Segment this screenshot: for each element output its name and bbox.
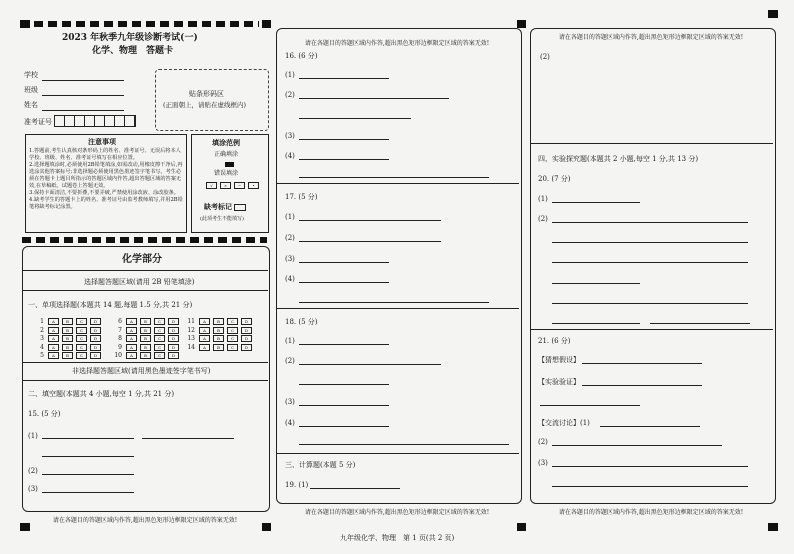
q20-answer-line[interactable] [552,262,748,263]
q17-answer-line[interactable] [299,241,441,242]
mc-option-bubble[interactable]: A [199,344,210,351]
correct-fill-label: 正确填涂 [214,151,239,158]
class-field[interactable] [42,95,124,96]
q16-label: (3) [285,132,295,140]
mc-option-bubble[interactable]: B [62,335,73,342]
mc-option-bubble[interactable]: A [126,318,137,325]
mc-header: 选择题答题区域(请用 2B 铅笔填涂) [84,278,195,286]
divider [277,183,519,184]
mc-question-number: 5 [40,352,44,359]
mc-question-row [185,335,255,342]
mc-option-bubble[interactable]: C [154,318,165,325]
wrong-fill-samples: √ × ─ • [206,182,262,189]
divider [23,380,268,381]
mc-option-bubble[interactable]: A [48,318,59,325]
divider [277,453,519,454]
q21-label: 【实验验证】 [538,378,580,386]
mc-option-bubble[interactable]: A [48,327,59,334]
mc-option-bubble[interactable]: B [140,352,151,359]
mc-option-bubble[interactable]: B [140,327,151,334]
wrong-fill-label: 错误填涂 [214,170,239,177]
q17-label: (4) [285,275,295,283]
mc-option-bubble[interactable]: C [76,335,87,342]
mc-option-bubble[interactable]: A [126,335,137,342]
absent-mark-box[interactable] [234,204,246,211]
q15-label: (3) [28,485,38,493]
q18-title: 18. (5 分) [285,318,318,326]
mc-option-bubble[interactable]: C [154,352,165,359]
mc-option-bubble[interactable]: C [76,344,87,351]
notice-item: 2.选择题填涂时,必须使用2B铅笔填涂,如需改动,用橡皮擦干净后,再选涂其他答案标号;非选择题必须使用黑色墨迹签字笔书写。考生必须在答题卡上题目所指示的答题区域内作答,超出答题区域的答案无效,在草稿纸、试题卷上答题无效。 [29,162,183,190]
mc-question-number: 13 [187,335,195,342]
mc-option-bubble[interactable]: C [76,318,87,325]
timing-mark [517,20,526,28]
q17-answer-line[interactable] [299,220,441,221]
mc-option-bubble[interactable]: A [126,327,137,334]
q15-answer-line[interactable] [42,438,134,439]
mc-question-row [34,318,104,325]
q21-answer-line[interactable] [540,405,640,406]
timing-mark [262,523,271,531]
field-label-exam-number: 准考证号 [24,118,52,126]
mc-option-bubble[interactable]: C [76,352,87,359]
mc-question-row [112,327,182,334]
q18-label: (2) [285,357,295,365]
q15-title: 15. (5 分) [28,410,61,418]
q17-label: (3) [285,255,295,263]
mc-option-bubble[interactable]: C [227,327,238,334]
q16-answer-line[interactable] [299,159,389,160]
mc-option-bubble[interactable]: B [213,344,224,351]
mc-option-bubble[interactable]: D [241,327,252,334]
mc-option-bubble[interactable]: A [126,344,137,351]
q21-answer-line[interactable] [552,486,748,487]
q21-answer-line[interactable] [582,363,702,364]
right-panel [530,28,776,504]
q16-label: (1) [285,71,295,79]
q19-answer-line[interactable] [310,488,400,489]
mc-option-bubble[interactable]: A [48,352,59,359]
q16-answer-line[interactable] [299,139,389,140]
page-footer: 九年级化学、物理 第 1 页(共 2 页) [340,534,455,542]
mc-question-number: 4 [40,343,44,351]
q21-answer-line[interactable] [552,466,748,467]
part3-title: 三、计算题(本题 5 分) [285,461,356,469]
notice-item: 1.答题前,考生认真核对条形码上的姓名、准考证号、无误后将本人学校、班级、姓名、准考证号填写在相应位置。 [29,148,181,162]
q21-answer-line[interactable] [552,445,722,446]
q20-answer-line[interactable] [552,222,748,223]
part1-title: 一、单项选择题(本题共 14 题,每题 1.5 分,共 21 分) [28,301,193,309]
dash-band-mid [22,237,267,243]
mc-option-bubble[interactable]: D [168,352,179,359]
q18-answer-line[interactable] [299,444,509,445]
q16-label: (2) [285,91,295,99]
mc-option-bubble[interactable]: A [48,335,59,342]
divider [23,362,268,363]
q15-label: (1) [28,432,38,440]
q20-answer-line[interactable] [552,242,748,243]
q18-answer-line[interactable] [299,384,389,385]
timing-mark [20,20,30,28]
part4-title: 四、实验探究题(本题共 2 小题,每空 1 分,共 13 分) [538,155,699,163]
q17-answer-line[interactable] [299,262,389,263]
mc-question-number: 14 [187,343,195,351]
mc-option-bubble[interactable]: B [140,344,151,351]
chem-section-title: 化学部分 [122,254,162,265]
mc-option-bubble[interactable]: D [241,318,252,325]
mc-option-bubble[interactable]: D [168,327,179,334]
q16-answer-line[interactable] [299,78,389,79]
mc-question-number: 3 [40,335,44,342]
timing-mark [768,523,778,531]
q21-title: 21. (6 分) [538,337,571,345]
warning-text: 请在各题目的答题区域内作答,超出黑色矩形边框限定区域的答案无效! [52,517,238,524]
divider [531,329,773,330]
mc-option-bubble[interactable]: C [227,318,238,325]
divider [531,143,773,144]
mc-option-bubble[interactable]: A [199,318,210,325]
q18-answer-line[interactable] [299,364,441,365]
mc-option-bubble[interactable]: C [154,335,165,342]
field-label-name: 姓名 [24,101,38,109]
mc-question-row [34,327,104,334]
mc-question-row [112,352,182,359]
exam-title: 2023 年秋季九年级诊断考试(一) [62,33,198,43]
q19-title: 19. (1) [285,481,309,489]
q21-label: 【交流讨论】(1) [538,419,590,427]
warning-text: 请在各题目的答题区域内作答,超出黑色矩形边框限定区域的答案无效! [558,509,744,516]
dash-band-top [34,21,259,27]
q17-label: (2) [285,234,295,242]
mc-option-bubble[interactable]: B [62,318,73,325]
nonmc-header: 非选择题答题区域(请用黑色墨迹签字笔书写) [72,367,211,375]
q20-label: (2) [538,215,548,223]
mc-question-number: 11 [187,318,195,325]
q16-label: (4) [285,152,295,160]
fill-example-title: 填涂范例 [212,138,240,147]
q15-answer-line[interactable] [42,474,134,475]
mc-option-bubble[interactable]: B [213,327,224,334]
field-label-school: 学校 [24,71,38,79]
mc-question-number: 12 [187,326,195,334]
notice-item: 3.保持卡面清洁,不要折叠,不要弄破,严禁使用涂改液、涂改胶条。 [29,190,179,197]
notice-text [29,148,183,211]
mc-option-bubble[interactable]: C [227,344,238,351]
q18-label: (1) [285,337,295,345]
q16-answer-line[interactable] [299,98,449,99]
q20-title: 20. (7 分) [538,175,571,183]
q21-answer-line[interactable] [600,426,700,427]
timing-mark [517,523,526,531]
q17-label: (1) [285,213,295,221]
q20-answer-line[interactable] [650,323,750,324]
mc-question-number: 2 [40,326,44,334]
q20-answer-line[interactable] [552,283,640,284]
mc-option-bubble[interactable]: A [126,352,137,359]
barcode-area [155,69,269,131]
q19-part2-label: (2) [540,53,550,61]
q18-label: (3) [285,398,295,406]
q16-title: 16. (6 分) [285,52,318,60]
mc-option-bubble[interactable]: D [168,318,179,325]
mc-option-bubble[interactable]: B [62,344,73,351]
q17-answer-line[interactable] [299,282,389,283]
timing-mark [262,20,271,28]
mc-question-row [185,318,255,325]
q17-answer-line[interactable] [299,302,489,303]
mc-option-bubble[interactable]: B [213,318,224,325]
q21-label: 【猜想假设】 [538,356,580,364]
mc-option-bubble[interactable]: C [154,344,165,351]
mc-question-row [34,352,104,359]
absent-mark-note: (此项考生不能填写) [200,216,244,222]
mc-option-bubble[interactable]: D [241,335,252,342]
mc-option-bubble[interactable]: D [90,352,101,359]
correct-fill-sample [225,162,234,167]
part2-title: 二、填空题(本题共 4 小题,每空 1 分,共 21 分) [28,390,175,398]
mc-question-number: 10 [114,352,122,359]
notice-box [25,134,187,233]
mc-option-bubble[interactable]: B [62,352,73,359]
q18-answer-line[interactable] [299,426,389,427]
mc-option-bubble[interactable]: D [90,327,101,334]
mc-option-bubble[interactable]: A [199,335,210,342]
mc-question-row [185,327,255,334]
q21-label: (3) [538,459,548,467]
field-label-class: 班级 [24,86,38,94]
mc-option-bubble[interactable]: D [168,335,179,342]
exam-number-boxes[interactable] [54,115,136,127]
mc-option-bubble[interactable]: D [90,335,101,342]
mc-option-bubble[interactable]: C [76,327,87,334]
notice-title: 注意事项 [88,137,116,146]
absent-mark-label: 缺考标记 [204,202,232,211]
divider [23,290,268,291]
q20-answer-line[interactable] [552,303,748,304]
q15-answer-line[interactable] [42,492,134,493]
warning-text: 请在各题目的答题区域内作答,超出黑色矩形边框限定区域的答案无效! [558,34,744,41]
q18-answer-line[interactable] [299,405,389,406]
mc-option-bubble[interactable]: D [90,318,101,325]
q20-label: (1) [538,195,548,203]
mc-question-number: 8 [118,335,122,342]
mc-option-bubble[interactable]: D [90,344,101,351]
mc-question-number: 7 [118,326,122,334]
mc-question-row [34,335,104,342]
mc-option-bubble[interactable]: B [62,327,73,334]
mc-option-bubble[interactable]: C [154,327,165,334]
mc-question-number: 6 [118,318,122,325]
timing-mark [20,523,30,531]
q15-label: (2) [28,467,38,475]
fill-example-box [191,134,269,233]
notice-item: 4.缺考学生的答题卡上的姓名、准考证号由监考教师填写,并用2B铅笔将缺考标记涂黑。 [29,197,183,211]
mc-question-row [112,318,182,325]
mc-option-bubble[interactable]: B [140,318,151,325]
warning-text: 请在各题目的答题区域内作答,超出黑色矩形边框限定区域的答案无效! [304,509,490,516]
q18-answer-line[interactable] [299,344,389,345]
mc-option-bubble[interactable]: D [241,344,252,351]
mc-option-bubble[interactable]: A [48,344,59,351]
school-field[interactable] [42,80,124,81]
mc-question-number: 9 [118,343,122,351]
q20-answer-line[interactable] [552,202,640,203]
sheet-title: 化学、物理 答题卡 [92,46,174,56]
q21-label: (2) [538,438,548,446]
q17-title: 17. (5 分) [285,193,318,201]
mc-option-bubble[interactable]: B [213,335,224,342]
timing-mark [768,10,778,18]
q15-answer-line[interactable] [42,456,134,457]
q16-answer-line[interactable] [299,177,489,178]
q20-answer-line[interactable] [552,323,640,324]
middle-panel [276,28,522,504]
mc-question-row [112,344,182,351]
barcode-title: 贴条形码区 [189,90,224,98]
mc-question-row [185,344,255,351]
mc-option-bubble[interactable]: C [227,335,238,342]
warning-text: 请在各题目的答题区域内作答,超出黑色矩形边框限定区域的答案无效! [304,40,490,47]
mc-question-row [112,335,182,342]
q21-answer-line[interactable] [582,385,702,386]
name-field[interactable] [42,110,124,111]
q15-answer-line[interactable] [142,438,234,439]
mc-question-row [34,344,104,351]
barcode-note: (正面朝上，请贴在虚线框内) [163,101,247,109]
q16-answer-line[interactable] [299,118,411,119]
divider [277,308,519,309]
q18-label: (4) [285,419,295,427]
divider [23,270,268,271]
mc-option-bubble[interactable]: A [199,327,210,334]
mc-option-bubble[interactable]: B [140,335,151,342]
mc-option-bubble[interactable]: D [168,344,179,351]
mc-question-number: 1 [40,318,44,325]
